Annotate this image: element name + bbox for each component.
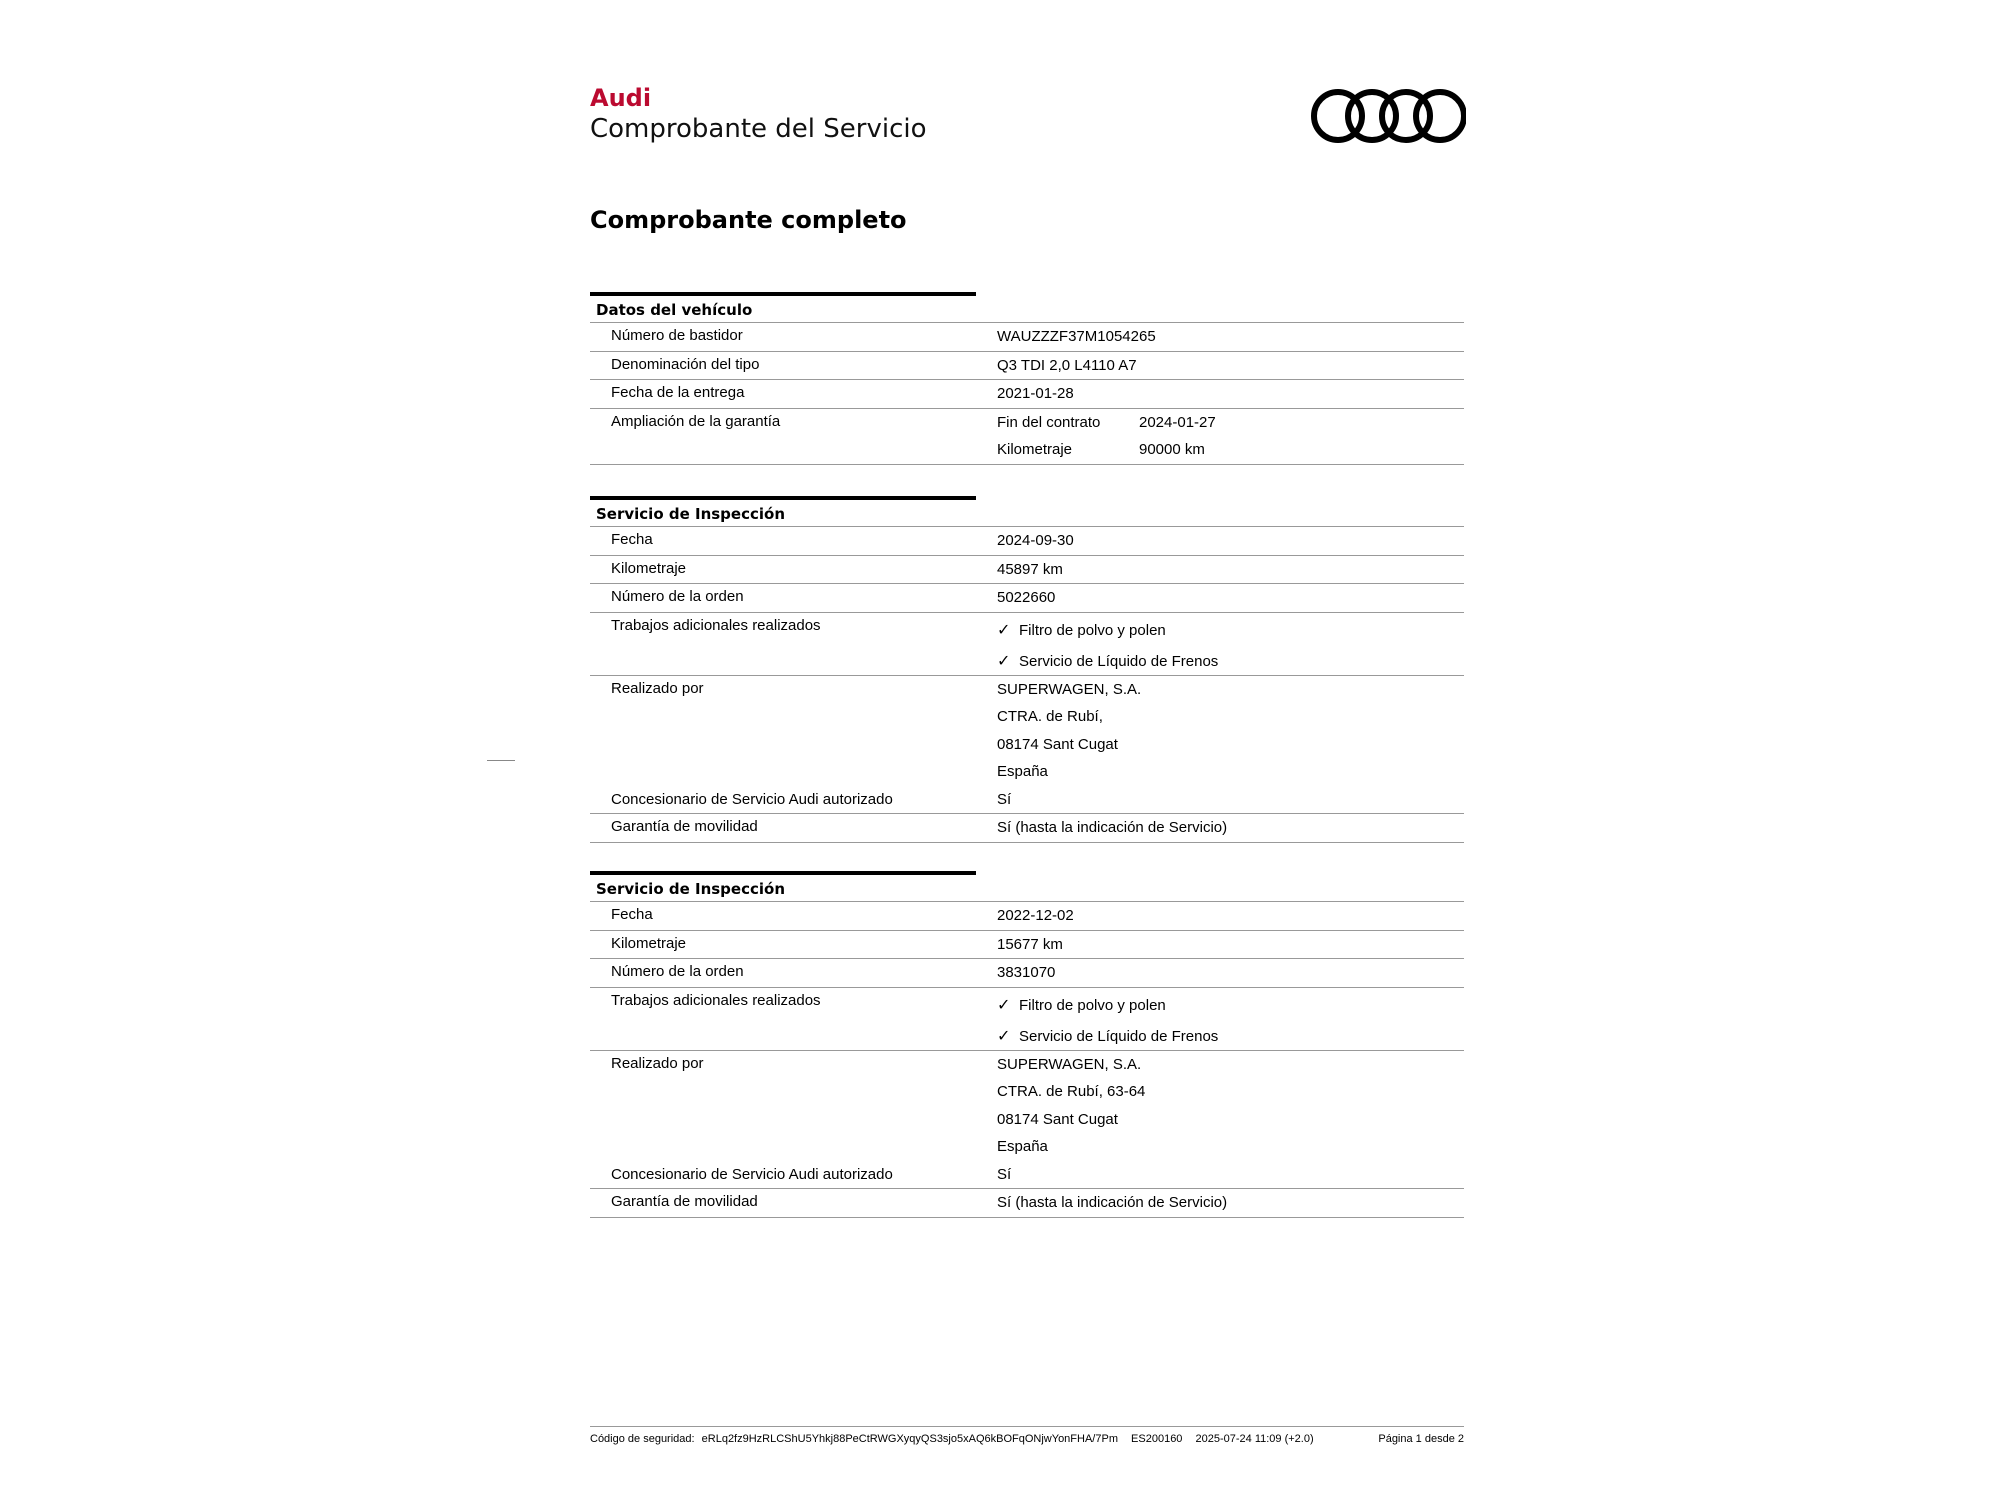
- contract-end-value: 2024-01-27: [1139, 413, 1216, 431]
- table-row: [590, 931, 1464, 960]
- timestamp: 2025-07-24 11:09 (+2.0): [1195, 1433, 1314, 1445]
- row-value: 3831070: [997, 964, 1056, 981]
- row-label: Concesionario de Servicio Audi autorizado: [611, 1165, 893, 1183]
- section-header: [590, 292, 1464, 323]
- footer: [590, 1426, 1464, 1445]
- table-row: [590, 1189, 1464, 1218]
- table-row: [590, 676, 1464, 815]
- row-label: Realizado por: [611, 679, 704, 697]
- document-id: ES200160: [1131, 1433, 1183, 1445]
- dealer-line: España: [997, 763, 1048, 780]
- table-row: [590, 380, 1464, 409]
- row-label: Número de la orden: [611, 588, 744, 605]
- work-item: Servicio de Líquido de Frenos: [1019, 1027, 1219, 1045]
- row-value: Q3 TDI 2,0 L4110 A7: [997, 356, 1137, 374]
- row-value: 45897 km: [997, 560, 1063, 578]
- row-label: Trabajos adicionales realizados: [611, 616, 821, 634]
- dealer-line: España: [997, 1138, 1048, 1155]
- row-label: Garantía de movilidad: [611, 1193, 758, 1210]
- section-title: Servicio de Inspección: [596, 505, 785, 523]
- row-label: Fecha: [611, 531, 653, 548]
- table-row: [590, 527, 1464, 556]
- security-code: eRLq2fz9HzRLCShU5Yhkj88PeCtRWGXyqyQS3sjo5xAQ6kBOFqONjwYonFHA/7Pm: [701, 1433, 1118, 1445]
- section-title: Servicio de Inspección: [596, 880, 785, 898]
- row-label: Concesionario de Servicio Audi autorizado: [611, 790, 893, 808]
- warranty-km-value: 90000 km: [1139, 441, 1205, 458]
- checkmark-icon: ✓: [997, 1025, 1011, 1045]
- row-label: Kilometraje: [611, 559, 687, 577]
- checkmark-icon: ✓: [997, 994, 1011, 1014]
- row-label: Número de bastidor: [611, 327, 743, 344]
- table-row: [590, 352, 1464, 381]
- row-label: Fecha de la entrega: [611, 384, 745, 401]
- row-label: Número de la orden: [611, 963, 744, 980]
- row-value: 2022-12-02: [997, 907, 1074, 924]
- work-item: Filtro de polvo y polen: [1019, 996, 1166, 1014]
- row-label: Garantía de movilidad: [611, 818, 758, 835]
- vehicle-section: [590, 292, 1464, 465]
- row-label: Denominación del tipo: [611, 355, 760, 373]
- table-row: [590, 323, 1464, 352]
- dealer-line: CTRA. de Rubí, 63-64: [997, 1083, 1146, 1100]
- section-title: Datos del vehículo: [596, 301, 753, 319]
- row-label: Realizado por: [611, 1054, 704, 1072]
- row-value: Sí: [997, 1165, 1012, 1183]
- table-row: [590, 902, 1464, 931]
- table-row: [590, 584, 1464, 613]
- checkmark-icon: ✓: [997, 619, 1011, 639]
- security-label: Código de seguridad:: [590, 1433, 695, 1445]
- checkmark-icon: ✓: [997, 650, 1011, 670]
- row-label: Kilometraje: [611, 934, 687, 952]
- dealer-line: CTRA. de Rubí,: [997, 708, 1103, 725]
- document-title: Comprobante del Servicio: [590, 114, 927, 144]
- table-row: [590, 988, 1464, 1051]
- table-row: [590, 613, 1464, 676]
- work-item: Servicio de Líquido de Frenos: [1019, 652, 1219, 670]
- row-label: Ampliación de la garantía: [611, 412, 781, 430]
- dealer-line: 08174 Sant Cugat: [997, 735, 1118, 753]
- row-label: Trabajos adicionales realizados: [611, 991, 821, 1009]
- dealer-line: SUPERWAGEN, S.A.: [997, 1055, 1142, 1073]
- row-value: 2024-09-30: [997, 532, 1074, 549]
- brand-name: Audi: [590, 84, 652, 112]
- row-label: Fecha: [611, 906, 653, 923]
- section-header: [590, 496, 1464, 527]
- inspection-section: [590, 871, 1464, 1218]
- work-item: Filtro de polvo y polen: [1019, 621, 1166, 639]
- table-row: [590, 814, 1464, 843]
- row-value: 5022660: [997, 589, 1056, 606]
- warranty-row: [590, 409, 1464, 465]
- page-heading: Comprobante completo: [590, 206, 907, 234]
- row-value: 2021-01-28: [997, 385, 1074, 402]
- contract-end-label: Fin del contrato: [997, 413, 1101, 431]
- dealer-line: 08174 Sant Cugat: [997, 1110, 1118, 1128]
- row-value: 15677 km: [997, 935, 1063, 953]
- row-value: Sí (hasta la indicación de Servicio): [997, 819, 1228, 836]
- row-value: Sí (hasta la indicación de Servicio): [997, 1194, 1228, 1211]
- dealer-line: SUPERWAGEN, S.A.: [997, 680, 1142, 698]
- row-value: WAUZZZF37M1054265: [997, 328, 1156, 345]
- table-row: [590, 959, 1464, 988]
- audi-rings-logo: [1310, 88, 1466, 144]
- inspection-section: [590, 496, 1464, 843]
- margin-mark: [487, 760, 515, 761]
- warranty-km-label: Kilometraje: [997, 441, 1073, 458]
- row-value: Sí: [997, 790, 1012, 808]
- table-row: [590, 1051, 1464, 1190]
- page-number: Página 1 desde 2: [1378, 1433, 1464, 1445]
- section-header: [590, 871, 1464, 902]
- table-row: [590, 556, 1464, 585]
